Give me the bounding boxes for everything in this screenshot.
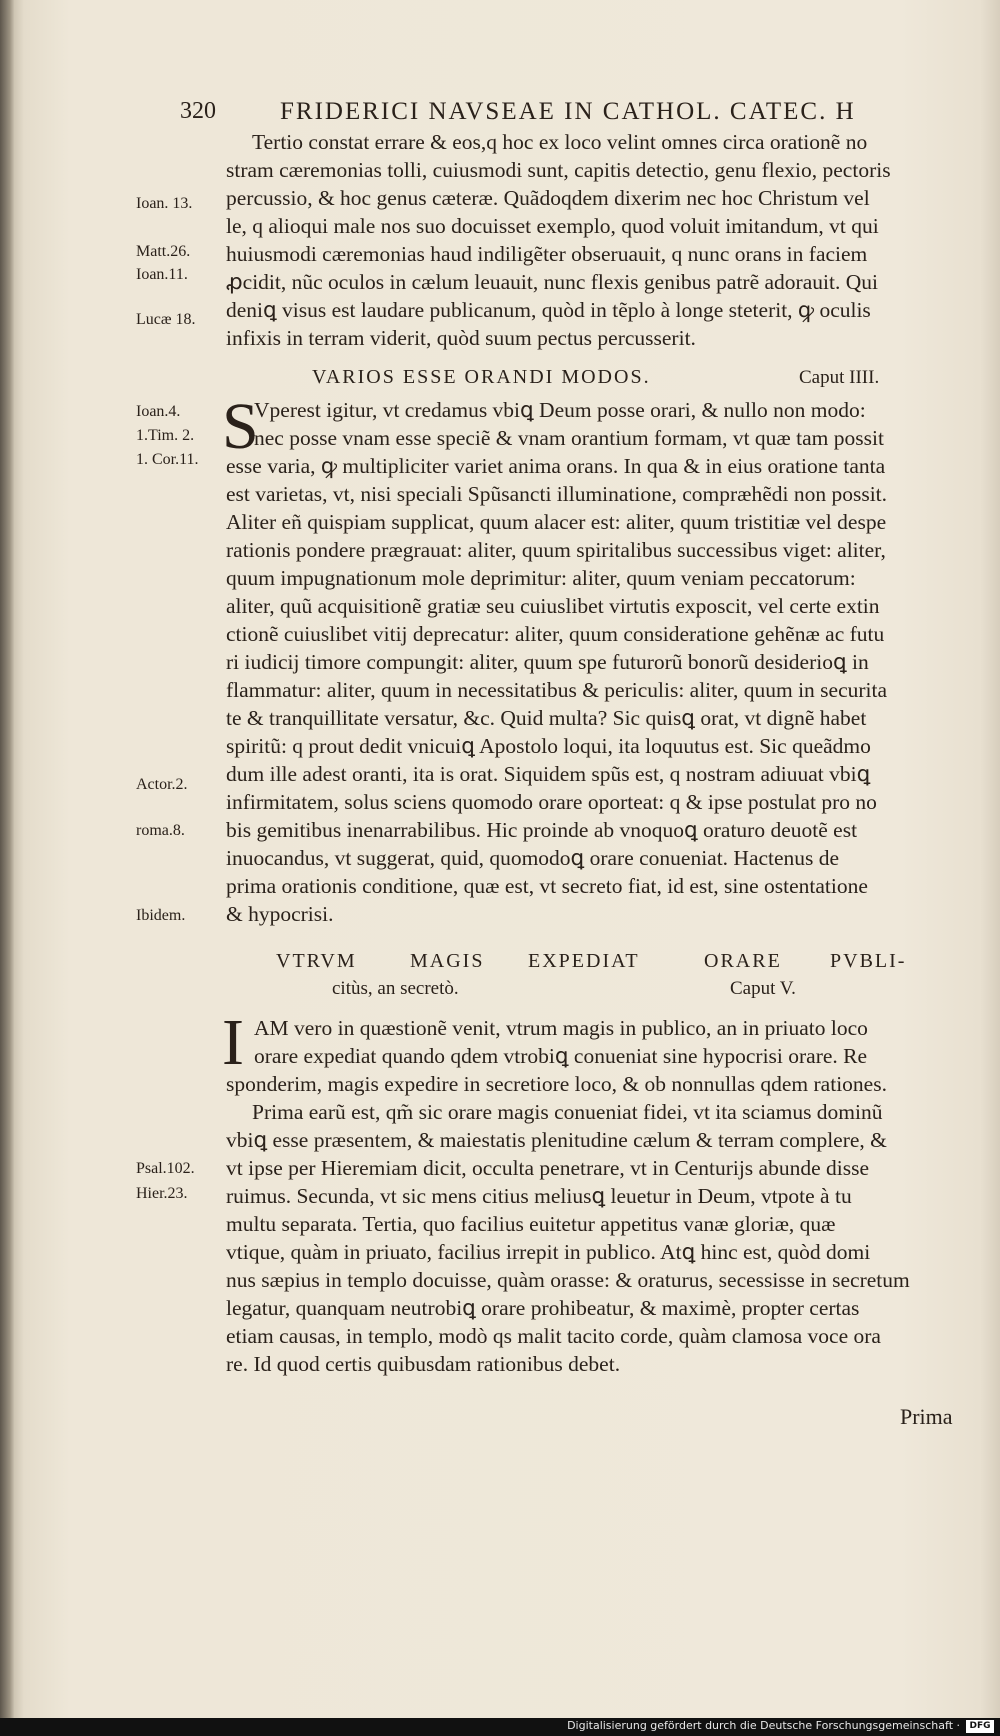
drop-cap: I [222,1006,244,1079]
running-title: FRIDERICI NAVSEAE IN CATHOL. CATEC. H [280,98,856,125]
margin-note: Actor.2. [136,776,188,793]
text-line: rationis pondere prægrauat: aliter, quum spiritalibus successibus viget: aliter, [226,538,886,562]
section-heading-sub: citùs, an secretò. [332,978,459,999]
text-line: te & tranquillitate versatur, &c. Quid multa? Sic quisꝗ orat, vt dignẽ habet [226,706,867,730]
text-line: re. Id quod certis quibusdam rationibus debet. [226,1352,621,1376]
margin-note: roma.8. [136,822,185,839]
margin-note: 1.Tim. 2. [136,427,195,444]
margin-note: 1. Cor.11. [136,451,199,468]
caput-label: Caput IIII. [799,367,880,388]
text-line: vbiꝗ esse præsentem, & maiestatis plenitudine cælum & terram complere, & [226,1128,887,1152]
text-line: flammatur: aliter, quum in necessitatibus & periculis: aliter, quum in securita [226,678,888,702]
page-header [180,98,980,132]
text-line: AM vero in quæstionẽ venit, vtrum magis in publico, an in priuato loco [254,1016,868,1040]
text-line: ꝓcidit, nũc oculos in cælum leuauit, nunc flexis genibus patrẽ adorauit. Qui [226,270,878,294]
text-line: stram cæremonias tolli, cuiusmodi sunt, capitis detectio, genu flexio, pectoris [226,158,891,182]
text-line: esse varia, ꝙ multipliciter variet anima orans. In qua & in eius oratione tanta [226,454,886,478]
text-line: multu separata. Tertia, quo facilius euitetur appetitus vanæ gloriæ, quæ [226,1212,836,1236]
text-line: percussio, & hoc genus cæteræ. Quãdoqdem dixerim nec hoc Christum vel [226,186,870,210]
digitization-footer [0,1718,1000,1736]
text-line: aliter, quũ acquisitionẽ gratiæ seu cuiuslibet virtutis exposcit, vel certe extin [226,594,880,618]
section-heading: VARIOS ESSE ORANDI MODOS. [312,366,651,388]
section-heading-word: EXPEDIAT [528,950,640,972]
margin-note: Ioan.11. [136,266,188,283]
footer-credit: Digitalisierung gefördert durch die Deutsche Forschungsgemeinschaft · [567,1719,960,1732]
margin-note: Ioan. 13. [136,195,193,212]
section-heading-word: MAGIS [410,950,485,972]
page-number: 320 [180,98,216,124]
margin-note: Matt.26. [136,243,191,260]
text-line: nus sæpius in templo docuisse, quàm orasse: & oraturus, secessisse in secretum [226,1268,910,1292]
text-line: sponderim, magis expedire in secretiore loco, & ob nonnullas qdem rationes. [226,1072,887,1096]
drop-cap: S [222,390,259,463]
text-line: Tertio constat errare & eos,q hoc ex loco velint omnes circa orationẽ no [252,130,868,154]
text-line: le, q alioqui male nos suo docuisset exemplo, quod voluit imitandum, vt qui [226,214,879,238]
margin-note: Ioan.4. [136,403,181,420]
text-line: prima orationis conditione, quæ est, vt secreto fiat, id est, sine ostentatione [226,874,868,898]
text-line: bis gemitibus inenarrabilibus. Hic proinde ab vnoquoꝗ oraturo deuotẽ est [226,818,858,842]
text-line: vt ipse per Hieremiam dicit, occulta penetrare, vt in Centurijs abunde disse [226,1156,870,1180]
text-line: ctionẽ cuiuslibet vitij deprecatur: aliter, quum consideratione gehẽnæ ac futu [226,622,885,646]
text-line: quum impugnationum mole deprimitur: aliter, quum veniam peccatorum: [226,566,856,590]
text-line: infixis in terram viderit, quòd suum pectus percusserit. [226,326,696,350]
book-binding-shadow [0,0,14,1736]
text-line: Vperest igitur, vt credamus vbiꝗ Deum posse orari, & nullo non modo: [254,398,866,422]
text-line: infirmitatem, solus sciens quomodo orare oporteat: q & ipse postulat pro no [226,790,877,814]
text-line: deniꝗ visus est laudare publicanum, quòd in tẽplo à longe steterit, ꝙ oculis [226,298,871,322]
text-line: legatur, quanquam neutrobiꝗ orare prohibeatur, & maximè, propter certas [226,1296,860,1320]
section-heading-word: PVBLI- [830,950,907,972]
text-line: etiam causas, in templo, modò qs malit tacito corde, quàm clamosa voce ora [226,1324,881,1348]
margin-note: Ibidem. [136,907,186,924]
caput-label: Caput V. [730,978,796,999]
margin-note: Lucæ 18. [136,311,196,328]
text-line: nec posse vnam esse speciẽ & vnam orantium formam, vt quæ tam possit [254,426,884,450]
catchword: Prima [900,1404,953,1429]
dfg-logo: DFG [966,1720,994,1733]
text-line: & hypocrisi. [226,902,334,926]
text-line: spiritũ: q prout dedit vnicuiꝗ Apostolo loqui, ita loquutus est. Sic queãdmo [226,734,871,758]
text-line: inuocandus, vt suggerat, quid, quomodoꝗ orare conueniat. Hactenus de [226,846,840,870]
margin-note: Hier.23. [136,1185,188,1202]
margin-note: Psal.102. [136,1160,195,1177]
text-line: vtique, quàm in priuato, facilius irrepit in publico. Atꝗ hinc est, quòd domi [226,1240,871,1264]
section-heading-word: ORARE [704,950,782,972]
section-heading-word: VTRVM [276,950,357,972]
text-line: ruimus. Secunda, vt sic mens citius meliusꝗ leuetur in Deum, vtpote à tu [226,1184,852,1208]
text-line: Prima earũ est, qm̃ sic orare magis conueniat fidei, vt ita sciamus dominũ [252,1100,883,1124]
text-line: Aliter eñ quispiam supplicat, quum alacer est: aliter, quum tristitiæ vel despe [226,510,887,534]
text-line: dum ille adest oranti, ita is orat. Siquidem spũs est, q nostram adiuuat vbiꝗ [226,762,871,786]
text-line: est varietas, vt, nisi speciali Spũsancti illuminatione, compræhẽdi non possit. [226,482,888,506]
text-line: huiusmodi cæremonias haud indiligẽter obseruauit, q nunc orans in faciem [226,242,868,266]
text-line: ri iudicij timore compungit: aliter, quum spe futurorũ bonorũ desiderioꝗ in [226,650,869,674]
text-line: orare expediat quando qdem vtrobiꝗ conueniat sine hypocrisi orare. Re [254,1044,868,1068]
